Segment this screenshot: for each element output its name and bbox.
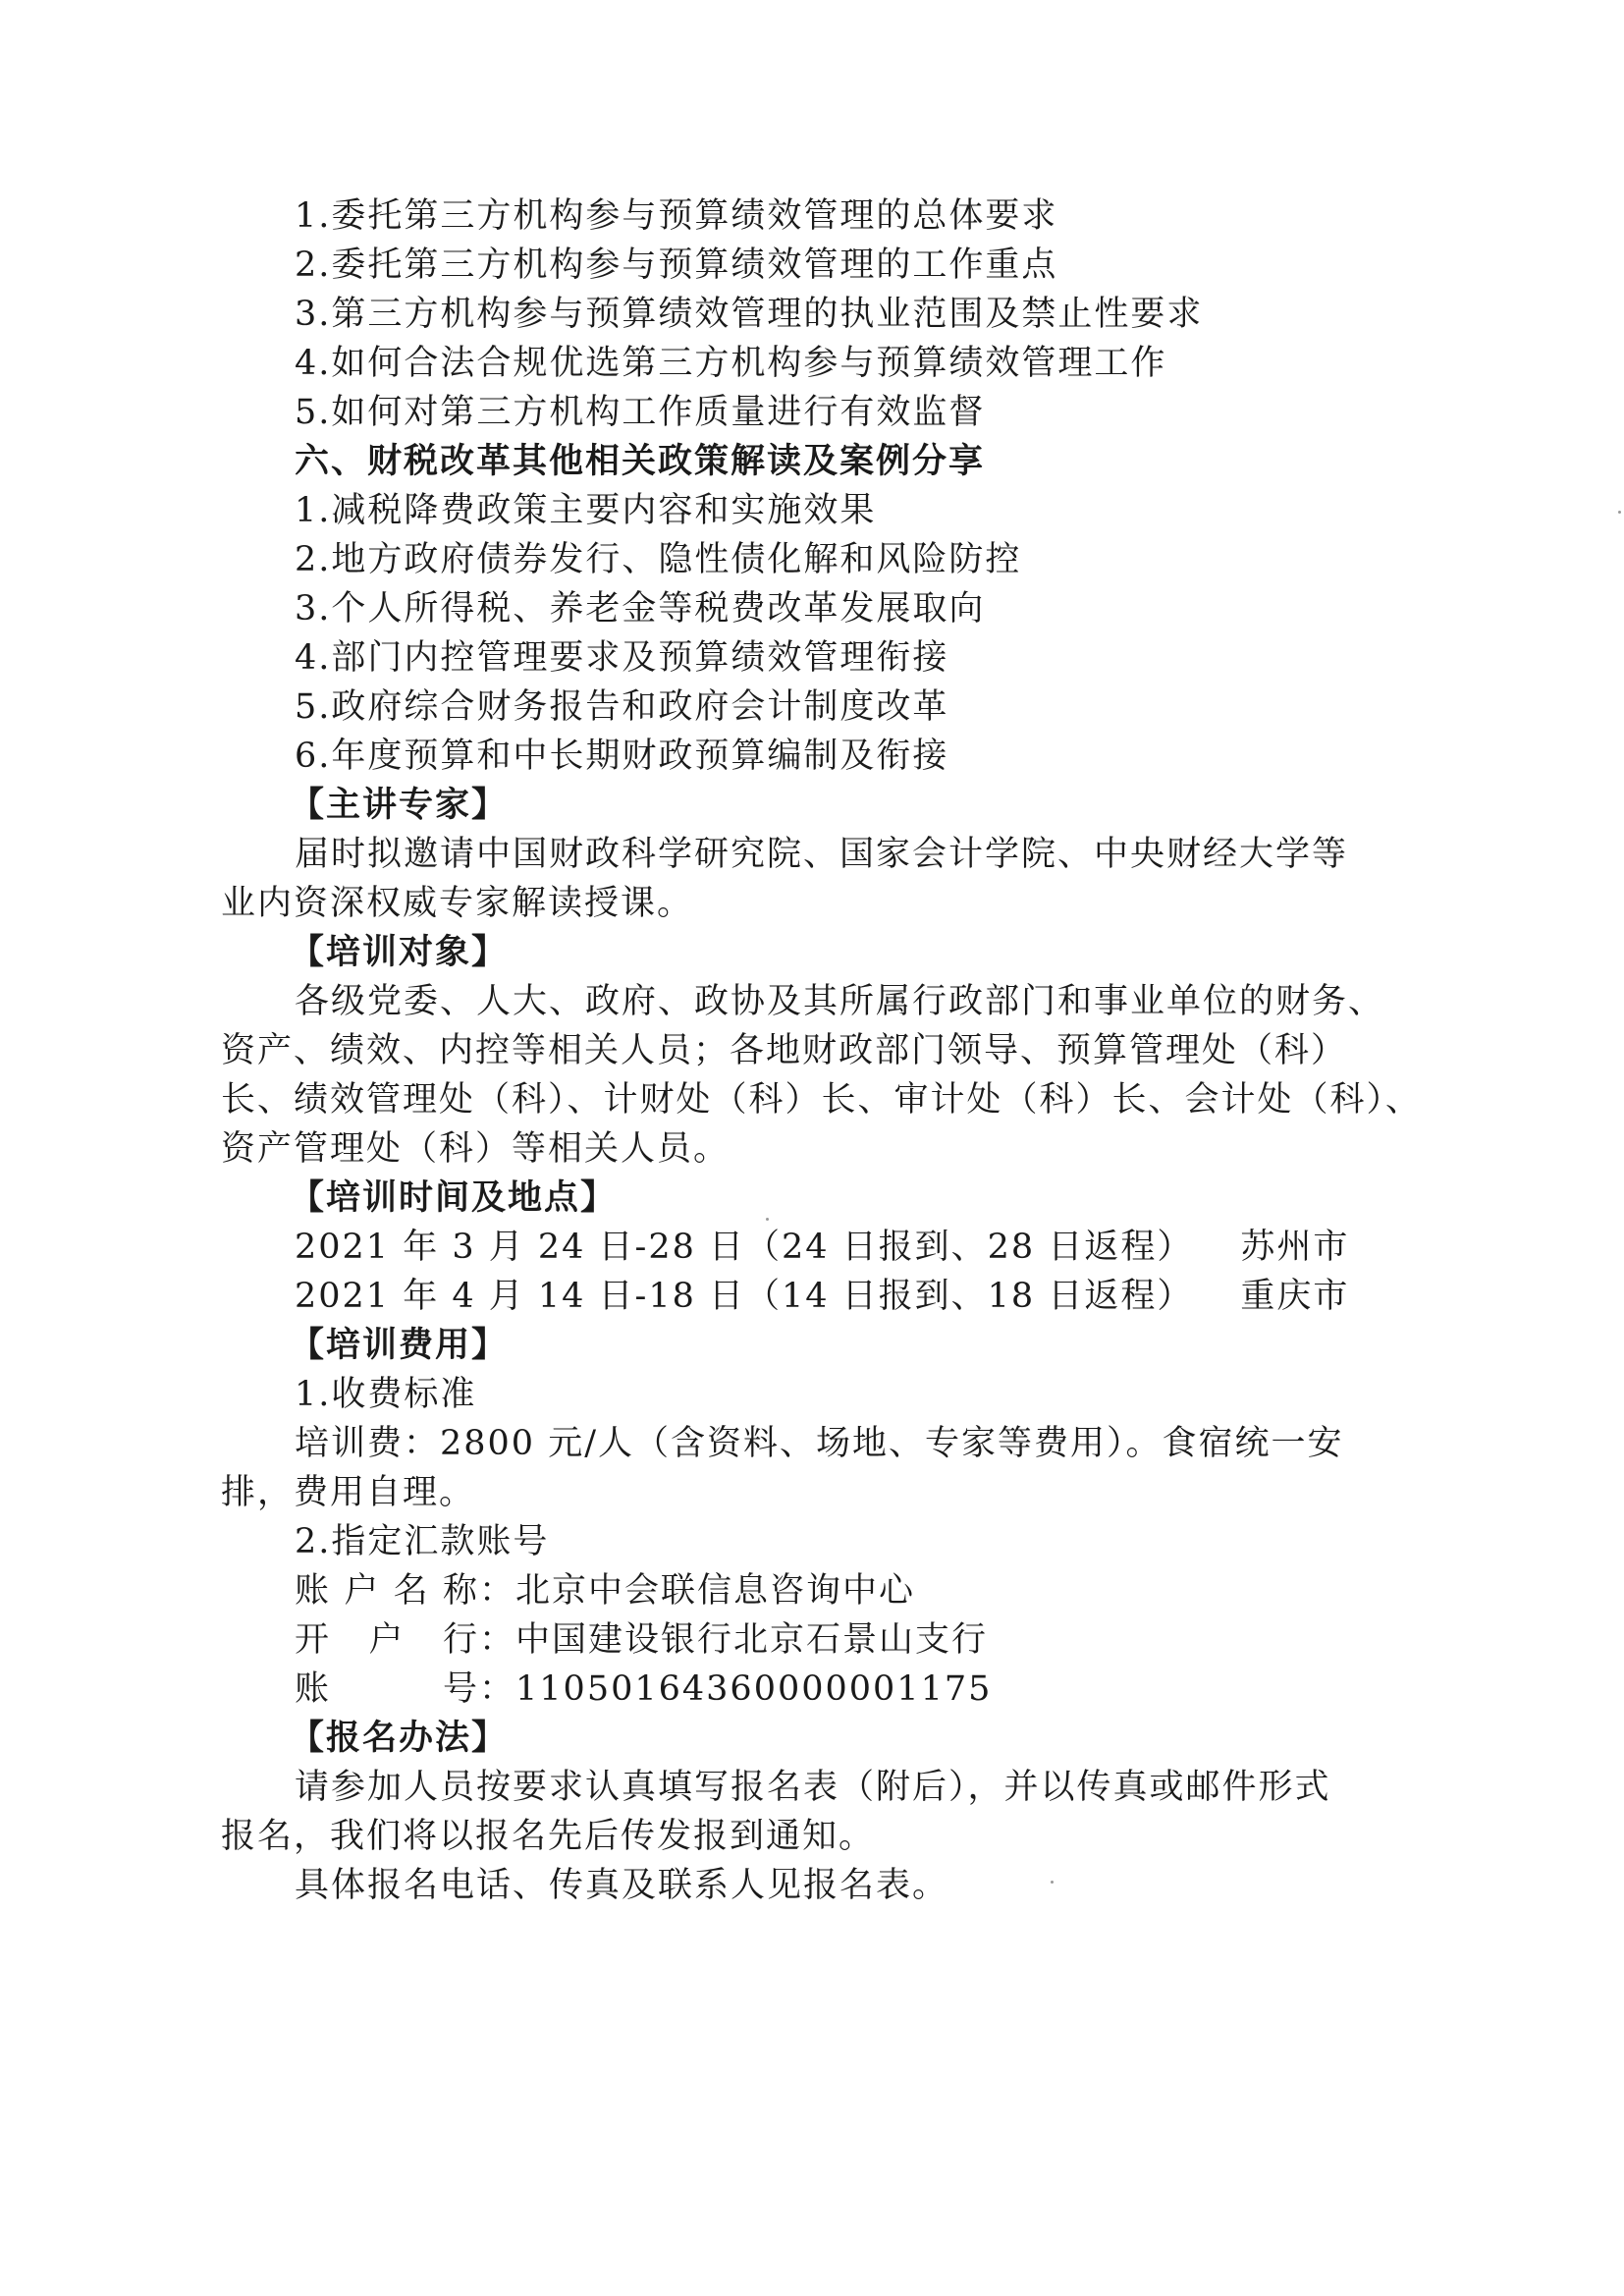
schedule-row-1-city: 苏州市 bbox=[1240, 1228, 1350, 1267]
account-bank-label: 开 户 行 bbox=[295, 1620, 479, 1660]
schedule-row-1 bbox=[0, 1223, 1624, 1272]
schedule-row-2 bbox=[0, 1272, 1624, 1321]
account-number-row: 账 号：11050164360000001175 bbox=[0, 1665, 1624, 1714]
section6-item-5: 5.政府综合财务报告和政府会计制度改革 bbox=[295, 687, 949, 727]
section6-item-3: 3.个人所得税、养老金等税费改革发展取向 bbox=[295, 589, 986, 629]
scan-speck bbox=[1051, 1881, 1054, 1884]
registration-line-1: 请参加人员按要求认真填写报名表（附后），并以传真或邮件形式 bbox=[295, 1768, 1331, 1807]
experts-heading: 【主讲专家】 bbox=[290, 785, 509, 825]
section5-item-5: 5.如何对第三方机构工作质量进行有效监督 bbox=[295, 393, 986, 432]
schedule-row-2-city: 重庆市 bbox=[1240, 1277, 1350, 1316]
schedule-heading: 【培训时间及地点】 bbox=[290, 1177, 618, 1218]
fees-standard-line-1: 培训费：2800 元/人（含资料、场地、专家等费用）。食宿统一安 bbox=[295, 1424, 1344, 1463]
audience-heading: 【培训对象】 bbox=[290, 932, 509, 972]
account-number-label: 账 号 bbox=[295, 1669, 479, 1709]
registration-heading: 【报名办法】 bbox=[290, 1718, 509, 1758]
section5-item-2: 2.委托第三方机构参与预算绩效管理的工作重点 bbox=[295, 246, 1058, 285]
audience-line-4: 资产管理处（科）等相关人员。 bbox=[221, 1129, 731, 1169]
account-name-value: 北京中会联信息咨询中心 bbox=[515, 1571, 916, 1611]
account-bank-value: 中国建设银行北京石景山支行 bbox=[515, 1620, 989, 1660]
audience-line-3: 长、绩效管理处（科）、计财处（科）长、审计处（科）长、会计处（科）、 bbox=[221, 1080, 1423, 1120]
fees-standard-line-2: 排，费用自理。 bbox=[221, 1473, 476, 1512]
audience-line-2: 资产、绩效、内控等相关人员；各地财政部门领导、预算管理处（科） bbox=[221, 1031, 1348, 1070]
experts-line-2: 业内资深权威专家解读授课。 bbox=[221, 884, 694, 923]
section5-item-1: 1.委托第三方机构参与预算绩效管理的总体要求 bbox=[295, 196, 1058, 236]
registration-last-line: 具体报名电话、传真及联系人见报名表。 bbox=[295, 1866, 949, 1905]
fees-account-title: 2.指定汇款账号 bbox=[295, 1522, 550, 1561]
scan-speck bbox=[1618, 511, 1621, 514]
section5-item-3: 3.第三方机构参与预算绩效管理的执业范围及禁止性要求 bbox=[295, 295, 1204, 334]
section6-item-1: 1.减税降费政策主要内容和实施效果 bbox=[295, 491, 877, 530]
document-content bbox=[0, 191, 1624, 1910]
experts-line-1: 届时拟邀请中国财政科学研究院、国家会计学院、中央财经大学等 bbox=[295, 835, 1349, 874]
section6-item-6: 6.年度预算和中长期财政预算编制及衔接 bbox=[295, 737, 949, 776]
registration-line-2: 报名，我们将以报名先后传发报到通知。 bbox=[221, 1817, 876, 1856]
account-number-value: 11050164360000001175 bbox=[515, 1669, 993, 1709]
section6-item-4: 4.部门内控管理要求及预算绩效管理衔接 bbox=[295, 638, 949, 678]
fees-heading: 【培训费用】 bbox=[290, 1325, 509, 1365]
account-name-row: 账户名称：北京中会联信息咨询中心 bbox=[0, 1566, 1624, 1615]
account-name-label: 账户名称 bbox=[295, 1571, 479, 1611]
schedule-row-2-dates: 2021 年 4 月 14 日-18 日（14 日报到、18 日返程） bbox=[295, 1277, 1194, 1316]
scan-speck bbox=[766, 1218, 769, 1221]
fees-standard-title: 1.收费标准 bbox=[295, 1375, 477, 1414]
section6-heading: 六、财税改革其他相关政策解读及案例分享 bbox=[295, 441, 986, 481]
schedule-row-1-dates: 2021 年 3 月 24 日-28 日（24 日报到、28 日返程） bbox=[295, 1228, 1194, 1267]
audience-line-1: 各级党委、人大、政府、政协及其所属行政部门和事业单位的财务、 bbox=[295, 982, 1385, 1021]
account-bank-row: 开 户 行：中国建设银行北京石景山支行 bbox=[0, 1615, 1624, 1665]
section6-item-2: 2.地方政府债券发行、隐性债化解和风险防控 bbox=[295, 540, 1022, 579]
section5-item-4: 4.如何合法合规优选第三方机构参与预算绩效管理工作 bbox=[295, 344, 1167, 383]
